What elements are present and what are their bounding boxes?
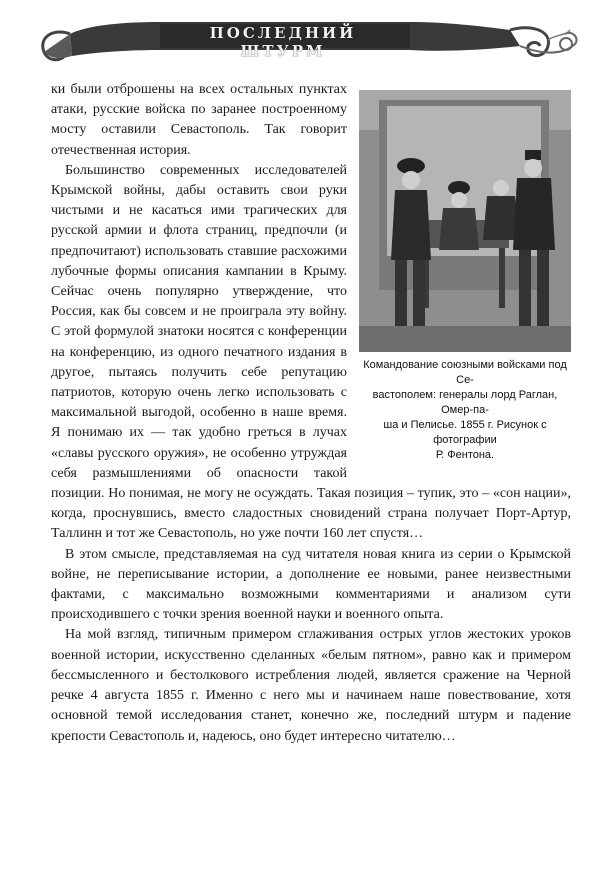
- figure-caption: [359, 358, 571, 463]
- caption-line: Р. Фентона.: [435, 449, 495, 461]
- caption-line: Командование союзными войсками под Се-: [363, 359, 567, 386]
- page-body: [51, 80, 571, 747]
- running-header-title: ПОСЛЕДНИЙ ШТУРМ: [209, 24, 357, 60]
- paragraph: ки были отброшены на всех остальных пунктах атаки, русские войска по заранее построенному мосту оставили Севастополь. Так говорит отечественная история.: [51, 82, 347, 158]
- paragraph: Большинство современных исследователей Крымской войны, дабы оставить свои руки чистыми и не касаться ими трагических для русской армии и флота страниц, предпочли (и предпочитают) использовать ставшие расхожими лубочные формы описания кампании в Крыму. Сейчас очень популярно утверждение, что Россия, как бы совсем и не проиграла эту войну. С этой формулой знатоки носятся с конференции на конференцию, из одного печатного издания в другое, пытаясь получить себе репутацию патриотов, которую очень легко использовать с максимальной выгодой, особенно в наше время. Я понимаю их — так удобно греться в лучах «славы русского оружия», не особенно утруждая себя размышлениями об опасности такой позиции. Но понимая, не могу не осуждать. Такая позиция – тупик, это – «сон нации», когда, проснувшись, вместо сладостных сновидений страна получает Порт-Артур, Таллинн и тот же Севастополь, но уже почти 160 лет спустя…: [51, 162, 571, 542]
- caption-line: ша и Пелисье. 1855 г. Рисунок с фотографии: [383, 419, 547, 446]
- generals-engraving-image: [359, 90, 571, 352]
- caption-line: вастополем: генералы лорд Раглан, Омер-па-: [372, 389, 558, 416]
- header-banner: [0, 0, 600, 80]
- paragraph: В этом смысле, представляемая на суд читателя новая книга из серии о Крымской войне, не переписывание истории, а дополнение ее новыми, ранее неизвестными фактами, с максимально возможными комментариями и анализом сути происходившего с точки зрения военной науки и военного опыта.: [51, 546, 571, 623]
- paragraph: На мой взгляд, типичным примером сглаживания острых углов жестоких уроков военной истории, искусственно сделанных «белым пятном», равно как и примером бессмысленного и бестолкового истребления людей, является сражение на Черной речке 4 августа 1855 г. Именно с него мы и начинаем наше повествование, хотя основной темой исследования станет, конечно же, последний штурм и падение крепости Севастополь и, надеюсь, оно будет интересно читателю…: [51, 627, 571, 744]
- illustration-figure: [359, 90, 571, 463]
